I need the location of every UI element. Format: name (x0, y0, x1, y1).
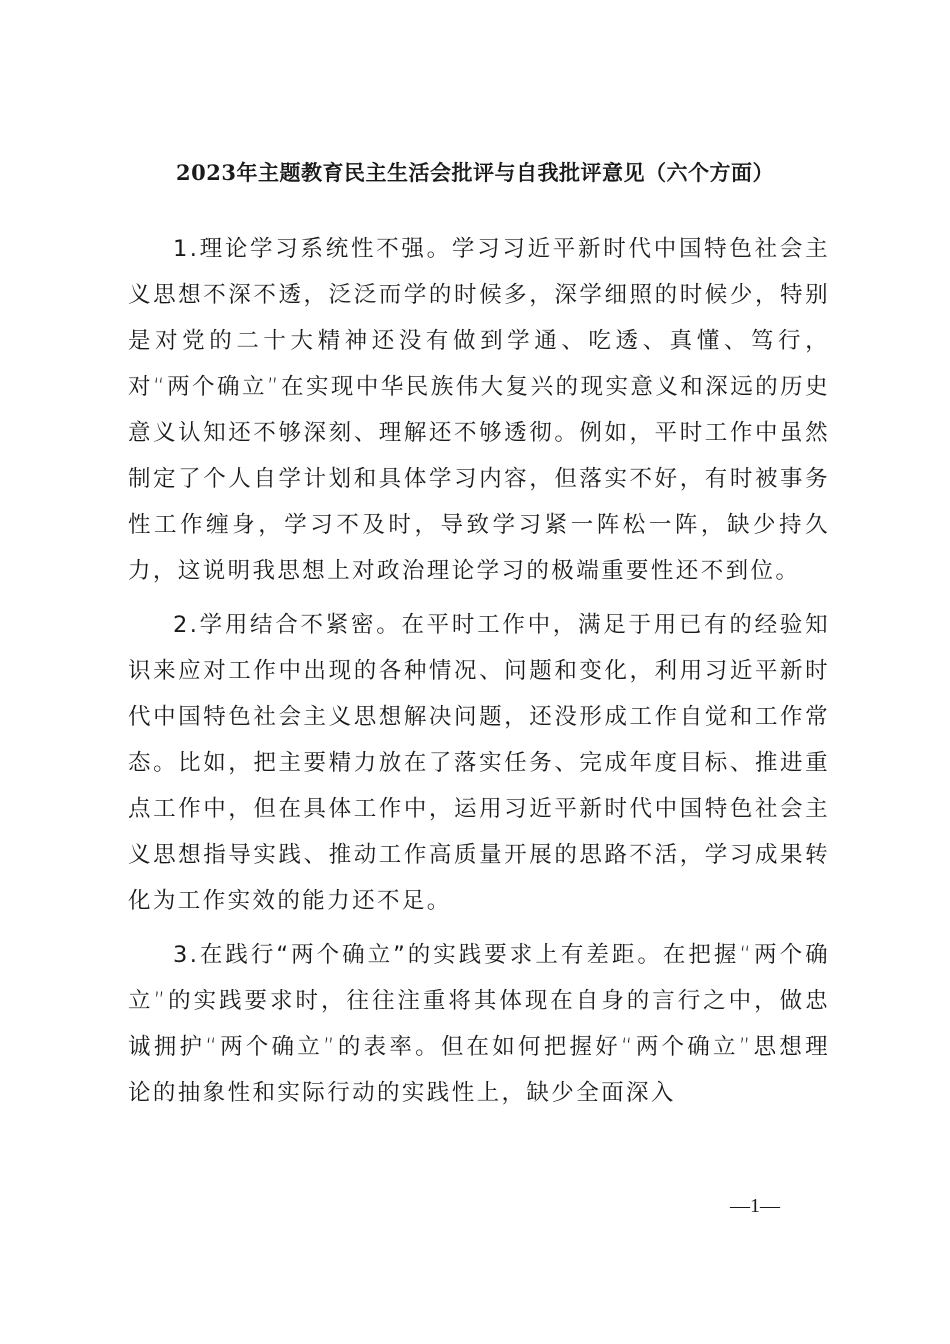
paragraph-2 (128, 602, 830, 924)
paragraph-1 (128, 226, 830, 594)
paragraph-2-heading: 2.学用结合不紧密。 (173, 612, 402, 638)
document-title: 2023年主题教育民主生活会批评与自我批评意见（六个方面） (176, 160, 774, 185)
page-number: —1— (730, 1195, 780, 1217)
paragraph-3 (128, 932, 830, 1116)
paragraph-1-heading: 1.理论学习系统性不强。 (173, 236, 452, 262)
paragraph-1-text: 学习习近平新时代中国特色社会主义思想不深不透，泛泛而学的时候多，深学细照的时候少，特别是对党的二十大精神还没有做到学通、吃透、真懂、笃行，对“两个确立”在实现中华民族伟大复兴的现实意义和深远的历史意义认知还不够深刻、理解还不够透彻。例如，平时工作中虽然制定了个人自学计划和具体学习内容，但落实不好，有时被事务性工作缠身，学习不及时，导致学习紧一阵松一阵，缺少持久力，这说明我思想上对政治理论学习的极端重要性还不到位。 (128, 236, 830, 584)
paragraph-2-text: 在平时工作中，满足于用已有的经验知识来应对工作中出现的各种情况、问题和变化，利用习近平新时代中国特色社会主义思想解决问题，还没形成工作自觉和工作常态。比如，把主要精力放在了落实任务、完成年度目标、推进重点工作中，但在具体工作中，运用习近平新时代中国特色社会主义思想指导实践、推动工作高质量开展的思路不活，学习成果转化为工作实效的能力还不足。 (128, 612, 830, 914)
paragraph-3-text: 在把握“两个确立”的实践要求时，往往注重将其体现在自身的言行之中，做忠诚拥护“两个确立”的表率。但在如何把握好“两个确立”思想理论的抽象性和实际行动的实践性上，缺少全面深入 (128, 942, 830, 1106)
document-body (128, 226, 830, 1124)
paragraph-3-heading: 3.在践行“两个确立”的实践要求上有差距。 (173, 942, 663, 968)
